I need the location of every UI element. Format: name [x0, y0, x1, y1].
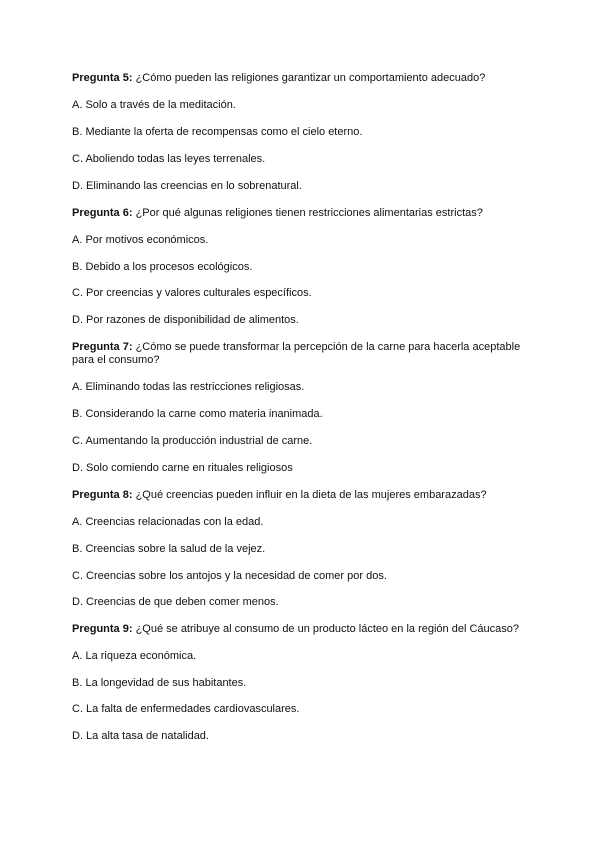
- answer-option: B. La longevidad de sus habitantes.: [72, 677, 247, 689]
- question-label: Pregunta 5:: [72, 72, 133, 84]
- question-7-heading: [72, 341, 532, 367]
- answer-option: C. Creencias sobre los antojos y la necesidad de comer por dos.: [72, 570, 387, 582]
- question-label: Pregunta 7:: [72, 341, 133, 353]
- answer-option: A. La riqueza económica.: [72, 650, 197, 662]
- question-text: ¿Por qué algunas religiones tienen restricciones alimentarias estrictas?: [135, 207, 483, 219]
- answer-option: C. Por creencias y valores culturales específicos.: [72, 287, 312, 299]
- question-9-heading: [72, 623, 532, 636]
- answer-option: C. Aboliendo todas las leyes terrenales.: [72, 153, 266, 165]
- question-5-heading: [72, 72, 532, 85]
- answer-option: B. Debido a los procesos ecológicos.: [72, 261, 253, 273]
- answer-option: A. Por motivos económicos.: [72, 234, 209, 246]
- question-label: Pregunta 9:: [72, 623, 133, 635]
- question-text: ¿Cómo pueden las religiones garantizar un comportamiento adecuado?: [135, 72, 486, 84]
- question-text: ¿Qué se atribuye al consumo de un producto lácteo en la región del Cáucaso?: [135, 623, 519, 635]
- answer-option: C. Aumentando la producción industrial de carne.: [72, 435, 313, 447]
- question-label: Pregunta 6:: [72, 207, 133, 219]
- question-label: Pregunta 8:: [72, 489, 133, 501]
- answer-option: C. La falta de enfermedades cardiovasculares.: [72, 703, 300, 715]
- answer-option: A. Eliminando todas las restricciones religiosas.: [72, 381, 305, 393]
- question-8-heading: [72, 489, 532, 502]
- question-6-heading: [72, 207, 532, 220]
- answer-option: B. Creencias sobre la salud de la vejez.: [72, 543, 266, 555]
- answer-option: A. Solo a través de la meditación.: [72, 99, 236, 111]
- answer-option: B. Mediante la oferta de recompensas como el cielo eterno.: [72, 126, 363, 138]
- question-text: ¿Cómo se puede transformar la percepción de la carne para hacerla aceptable para el consumo?: [72, 341, 521, 366]
- question-text: ¿Qué creencias pueden influir en la dieta de las mujeres embarazadas?: [135, 489, 487, 501]
- answer-option: A. Creencias relacionadas con la edad.: [72, 516, 264, 528]
- answer-option: D. Creencias de que deben comer menos.: [72, 596, 279, 608]
- answer-option: D. La alta tasa de natalidad.: [72, 730, 209, 742]
- answer-option: D. Solo comiendo carne en rituales religiosos: [72, 462, 293, 474]
- answer-option: D. Eliminando las creencias en lo sobrenatural.: [72, 180, 302, 192]
- answer-option: B. Considerando la carne como materia inanimada.: [72, 408, 323, 420]
- answer-option: D. Por razones de disponibilidad de alimentos.: [72, 314, 299, 326]
